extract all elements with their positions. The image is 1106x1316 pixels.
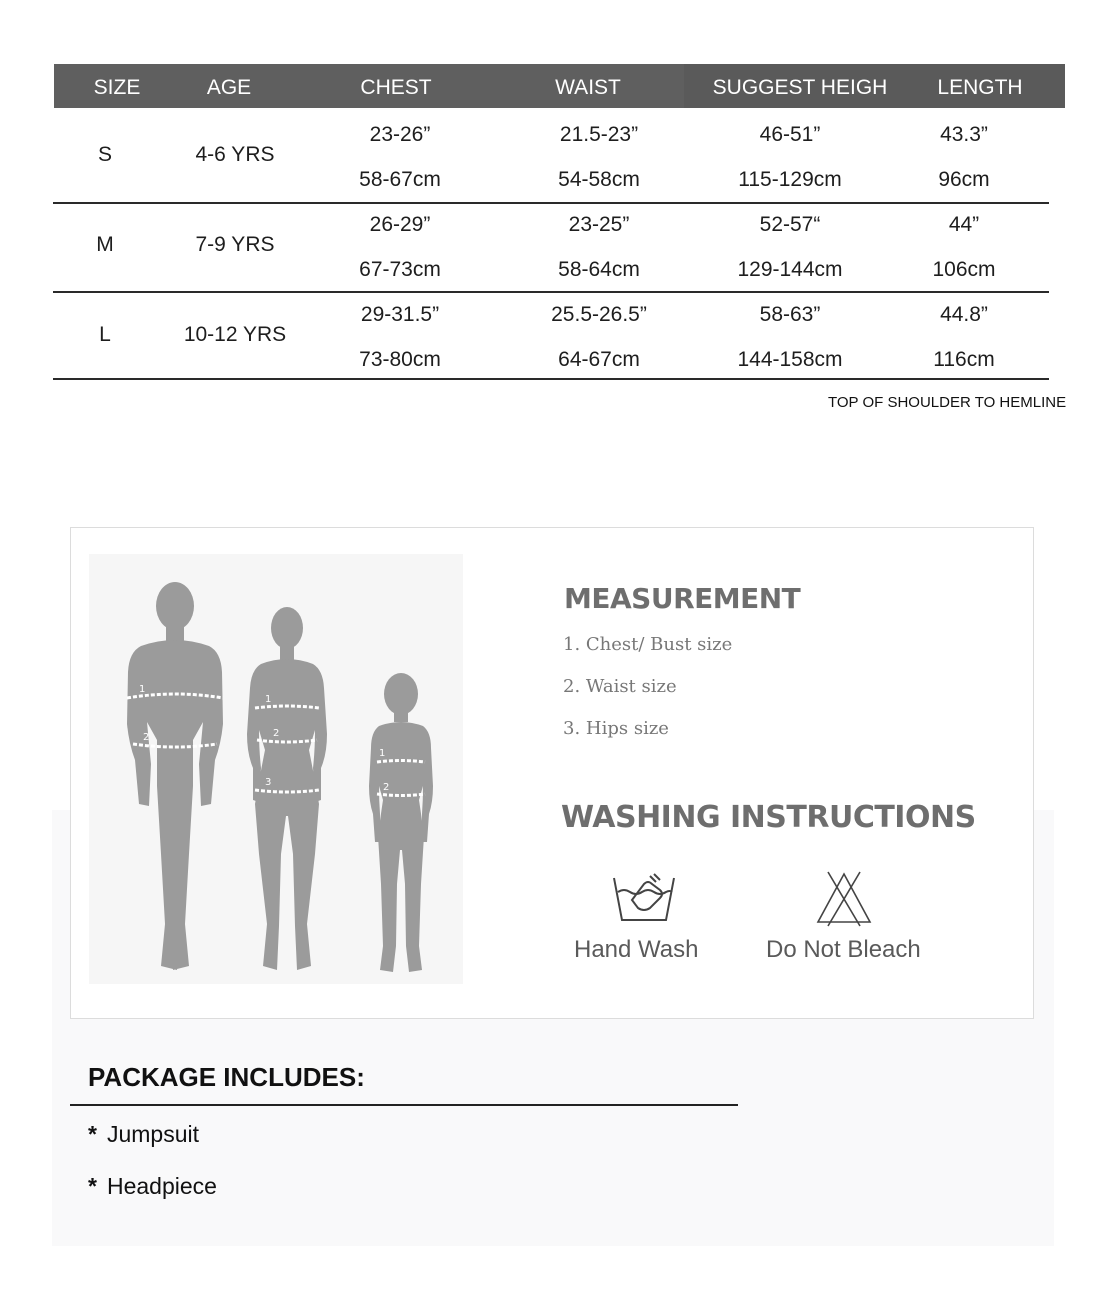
measurement-title: MEASUREMENT (564, 582, 801, 615)
row-s-length-in: 43.3” (940, 123, 988, 146)
row-m-size: M (96, 233, 114, 256)
row-m-height-cm: 129-144cm (737, 258, 843, 281)
header-suggest-height: SUGGEST HEIGH (712, 76, 888, 99)
header-age: AGE (206, 76, 252, 99)
row-l-height-in: 58-63” (759, 303, 821, 326)
row-divider (53, 202, 1049, 204)
package-title: PACKAGE INCLUDES: (88, 1062, 365, 1092)
row-m-age: 7-9 YRS (195, 233, 275, 256)
male-silhouette (127, 582, 223, 970)
row-s-size: S (97, 143, 112, 166)
header-length: LENGTH (937, 76, 1023, 99)
mark-female-1: 1 (265, 694, 272, 705)
row-s-waist-cm: 54-58cm (558, 168, 640, 191)
measurement-item-waist: 2. Waist size (563, 676, 677, 697)
row-s-chest-cm: 58-67cm (359, 168, 441, 191)
package-item (88, 1121, 199, 1148)
row-l-chest-in: 29-31.5” (360, 303, 440, 326)
header-waist: WAIST (555, 76, 621, 99)
length-note: TOP OF SHOULDER TO HEMLINE (828, 394, 1067, 411)
mark-female-3: 3 (265, 777, 272, 788)
package-item-headpiece: Headpiece (106, 1173, 217, 1199)
header-chest: CHEST (360, 76, 432, 99)
hand-wash-label: Hand Wash (574, 936, 699, 963)
row-l-chest-cm: 73-80cm (359, 348, 441, 371)
do-not-bleach-label: Do Not Bleach (766, 936, 921, 963)
mark-female-2: 2 (273, 728, 280, 739)
row-m-height-in: 52-57“ (759, 213, 821, 236)
row-m-waist-cm: 58-64cm (558, 258, 640, 281)
row-m-length-cm: 106cm (932, 258, 996, 281)
package-item (88, 1173, 217, 1200)
row-l-length-in: 44.8” (940, 303, 988, 326)
body-figures (89, 554, 463, 984)
row-l-size: L (99, 323, 111, 346)
do-not-bleach-icon (814, 870, 874, 928)
row-s-chest-in: 23-26” (369, 123, 431, 146)
row-l-length-cm: 116cm (933, 348, 995, 371)
hand-wash-icon (610, 870, 680, 926)
measurement-item-hips: 3. Hips size (563, 718, 669, 739)
row-s-length-cm: 96cm (938, 168, 990, 191)
row-l-waist-cm: 64-67cm (558, 348, 640, 371)
row-s-height-in: 46-51” (759, 123, 821, 146)
row-l-waist-in: 25.5-26.5” (551, 303, 647, 326)
row-l-age: 10-12 YRS (183, 323, 287, 346)
row-s-age: 4-6 YRS (195, 143, 275, 166)
row-s-height-cm: 115-129cm (738, 168, 842, 191)
package-rule (70, 1104, 738, 1106)
package-item-jumpsuit: Jumpsuit (106, 1121, 199, 1147)
row-m-waist-in: 23-25” (568, 213, 630, 236)
header-size: SIZE (93, 76, 141, 99)
washing-title: WASHING INSTRUCTIONS (561, 800, 976, 835)
mark-child-2: 2 (383, 782, 390, 793)
bullet-marker: * (88, 1173, 97, 1199)
row-divider (53, 291, 1049, 293)
size-table-header (54, 64, 1065, 108)
table-bottom-rule (53, 378, 1049, 380)
silhouettes-illustration (89, 554, 463, 984)
female-silhouette (247, 607, 327, 970)
mark-child-1: 1 (379, 748, 386, 759)
child-silhouette (369, 673, 433, 972)
row-m-length-in: 44” (948, 213, 980, 236)
mark-male-1: 1 (139, 684, 146, 695)
row-l-height-cm: 144-158cm (737, 348, 843, 371)
mark-male-2: 2 (143, 732, 150, 743)
measurement-item-chest: 1. Chest/ Bust size (563, 634, 733, 655)
row-s-waist-in: 21.5-23” (559, 123, 639, 146)
row-m-chest-in: 26-29” (369, 213, 431, 236)
row-m-chest-cm: 67-73cm (359, 258, 441, 281)
bullet-marker: * (88, 1121, 97, 1147)
